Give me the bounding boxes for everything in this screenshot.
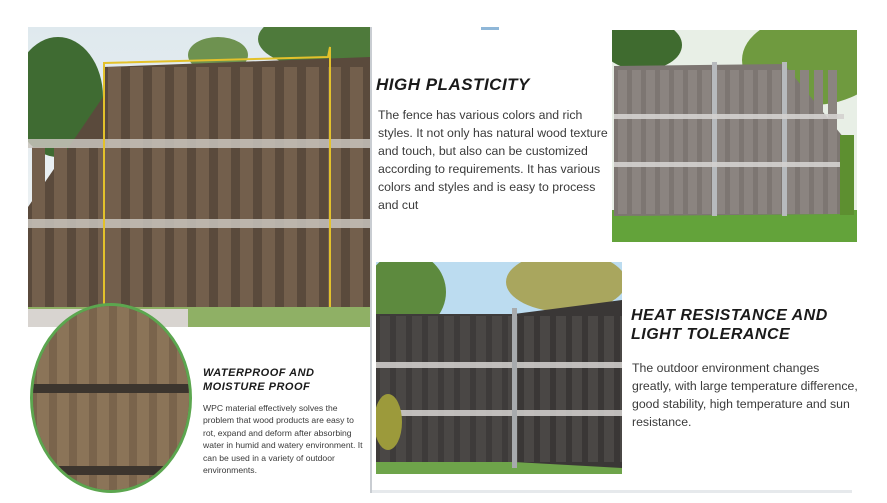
heat-title-line2: LIGHT TOLERANCE xyxy=(631,326,791,343)
fence-photo-top-right xyxy=(612,30,857,242)
fence-board xyxy=(618,70,627,214)
column-divider xyxy=(370,27,372,493)
fence-board xyxy=(744,70,753,214)
fence-board xyxy=(196,67,209,307)
woven-texture-svg xyxy=(33,306,192,493)
fence-board xyxy=(800,70,809,214)
fence-board xyxy=(284,67,297,307)
fence-photo-left-svg xyxy=(28,27,370,327)
fence-board xyxy=(758,70,767,214)
fence-board xyxy=(117,306,129,493)
fence-board xyxy=(460,316,470,462)
bottom-rule xyxy=(372,490,852,493)
fence-photo-top-right-svg xyxy=(612,30,857,242)
fence-board xyxy=(174,67,187,307)
fence-board xyxy=(218,67,231,307)
fence-board xyxy=(632,70,641,214)
heat-title-line1: HEAT RESISTANCE AND xyxy=(631,307,828,324)
fence-board xyxy=(786,70,795,214)
fence-board xyxy=(572,316,582,462)
fence-board xyxy=(444,316,454,462)
fence-board xyxy=(37,306,49,493)
fence-board xyxy=(77,306,89,493)
texture-closeup-circle xyxy=(30,303,192,493)
fence-board xyxy=(604,316,614,462)
fence-photo-left xyxy=(28,27,370,327)
fence-board xyxy=(688,70,697,214)
fence-board xyxy=(540,316,550,462)
fence-board xyxy=(476,316,486,462)
fence-board xyxy=(702,70,711,214)
fence-board xyxy=(240,67,253,307)
plasticity-title: HIGH PLASTICITY xyxy=(376,75,530,94)
fence-photo-middle-svg xyxy=(376,262,622,474)
fence-board xyxy=(492,316,502,462)
fence-board xyxy=(588,316,598,462)
waterproof-title-line1: WATERPROOF AND xyxy=(203,367,315,379)
fence-board xyxy=(660,70,669,214)
fence-board xyxy=(828,70,837,214)
fence-board xyxy=(646,70,655,214)
fence-board xyxy=(772,70,781,214)
fence-board xyxy=(157,306,169,493)
fence-board xyxy=(262,67,275,307)
fence-board xyxy=(130,67,143,307)
fence-board xyxy=(556,316,566,462)
fence-board xyxy=(57,306,69,493)
fence-board xyxy=(716,70,725,214)
fence-board xyxy=(428,316,438,462)
top-accent-line xyxy=(481,27,499,30)
fence-board xyxy=(350,67,363,307)
waterproof-description: WPC material effectively solves the problem that wood products are easy to rot, expand and deform after absorbing water in humid and watery environment. It can be used in a variety of outdoor environments. xyxy=(203,403,363,476)
fence-board xyxy=(730,70,739,214)
plasticity-description: The fence has various colors and rich styles. It not only has natural wood texture and touch, but also can be customized according to requirements. It has various colors and styles and is easy to process and cut xyxy=(378,108,608,212)
fence-board xyxy=(620,316,622,462)
fence-board xyxy=(814,70,823,214)
fence-board xyxy=(152,67,165,307)
fence-board xyxy=(177,306,189,493)
fence-board xyxy=(412,316,422,462)
waterproof-title-line2: MOISTURE PROOF xyxy=(203,381,311,393)
fence-board xyxy=(674,70,683,214)
fence-board xyxy=(137,306,149,493)
fence-photo-middle xyxy=(376,262,622,474)
fence-board xyxy=(97,306,109,493)
fence-board xyxy=(524,316,534,462)
fence-board xyxy=(306,67,319,307)
heat-description: The outdoor environment changes greatly, with large temperature difference, good stability, high temperature and sun resistance. xyxy=(632,361,858,429)
